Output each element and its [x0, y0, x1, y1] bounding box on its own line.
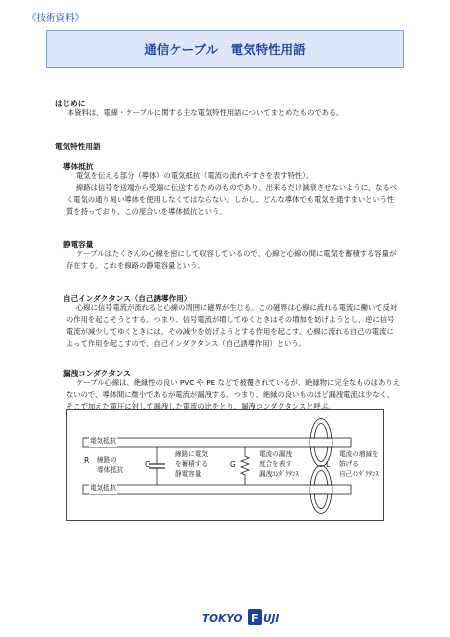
top-resistance-label: 電気抵抗: [90, 437, 117, 445]
svg-text:F: F: [251, 612, 259, 625]
intro-heading: はじめに: [55, 99, 86, 108]
g-text-3: 漏洩ｺﾝﾀﾞｸﾀﾝｽ: [259, 470, 299, 478]
section-heading: 電気特性用語: [55, 142, 101, 151]
r-text-2: 導体抵抗: [97, 466, 124, 474]
bottom-resistance-label: 電気抵抗: [90, 484, 117, 492]
l-symbol: L: [326, 460, 331, 469]
l-text-1: 電流の増減を: [339, 450, 379, 458]
c-symbol: C: [145, 460, 151, 469]
conductance-resistor: [241, 447, 249, 485]
inductance-line-3: 電流が減少してゆくときには、その減少を妨げようとする作用を起こす。心線に流れる自己の電流に: [66, 327, 394, 336]
capacitance-line-1: ケーブルはたくさんの心線を密にして収容しているので、心線と心線の間に電気を蓄積する容量が: [76, 249, 397, 258]
inductance-line-2: の作用を起こそうとする。つまり、信号電流が増してゆくときはその増加を妨げようとし、逆に信号: [66, 315, 395, 324]
conductance-heading: 漏洩コンダクタンス: [63, 369, 131, 378]
intro-text: 本資料は、電線・ケーブルに関する主な電気特性用語についてまとめたものである。: [67, 108, 344, 117]
conductor-line-2: 線路は信号を送端から受端に伝送するためのものであり、出来るだけ減衰させないように、なるべ: [76, 183, 398, 192]
c-text-3: 静電容量: [175, 470, 202, 478]
conductor-heading: 導体抵抗: [63, 162, 94, 171]
document-tag: 《技術資料》: [27, 13, 85, 24]
conductance-line-2: ないので、導体間に微小であるが電流が漏洩する。つまり、絶縁の良いものほど漏洩電流は少なく、: [66, 390, 395, 399]
svg-text:TOKYO: TOKYO: [202, 613, 243, 625]
conductor-line-3: く電気の通り易い導体を使用しなくてはならない。しかし、どんな導体でも電気を通すまいという性: [66, 195, 395, 204]
r-text-1: 線路の: [97, 456, 117, 464]
svg-text:UJI: UJI: [263, 613, 280, 625]
conductance-line-3: そこで加えた電圧に対して漏洩した電流の比をとり、漏洩コンダクタンスと呼ぶ。: [66, 402, 336, 411]
inductance-line-1: 心線に信号電流が流れると心線の周囲に磁界が生じる。この磁界は心線に流れる電流に働いて反対: [76, 303, 398, 312]
equivalent-circuit-diagram: [66, 409, 384, 521]
r-symbol: R: [84, 456, 90, 465]
l-text-2: 妨げる: [339, 460, 359, 468]
company-logo: [200, 607, 290, 627]
c-text-1: 線路に電気: [175, 450, 208, 458]
conductor-line-1: 電気を伝える部分（導体）の電気抵抗（電流の流れやすさを表す特性）。: [76, 171, 314, 180]
g-symbol: G: [230, 460, 236, 469]
c-text-2: を蓄積する: [175, 460, 208, 468]
capacitance-heading: 静電容量: [63, 240, 94, 249]
conductance-line-1: ケーブル心線は、絶縁性の良い PVC や PE などで被覆されているが、絶縁物に完全なものはありえ: [76, 378, 400, 387]
title-banner: [46, 30, 404, 68]
capacitance-line-2: 存在する。これを線路の静電容量という。: [66, 261, 205, 270]
inductance-line-4: よって作用を起こすので、自己インダクタンス（自己誘導作用）という。: [66, 339, 306, 348]
logo-mark-icon: [200, 607, 290, 627]
g-text-2: 度合を表す: [259, 460, 292, 468]
conductor-line-4: 質を持っており、この度合いを導体抵抗という。: [66, 207, 227, 216]
inductance-heading: 自己インダクタンス（自己誘導作用）: [63, 294, 192, 303]
g-text-1: 電流の漏洩: [259, 450, 292, 458]
l-text-3: 自己ｲﾝﾀﾞｸﾀﾝｽ: [339, 470, 379, 478]
page-title: 通信ケーブル 電気特性用語: [144, 42, 306, 57]
